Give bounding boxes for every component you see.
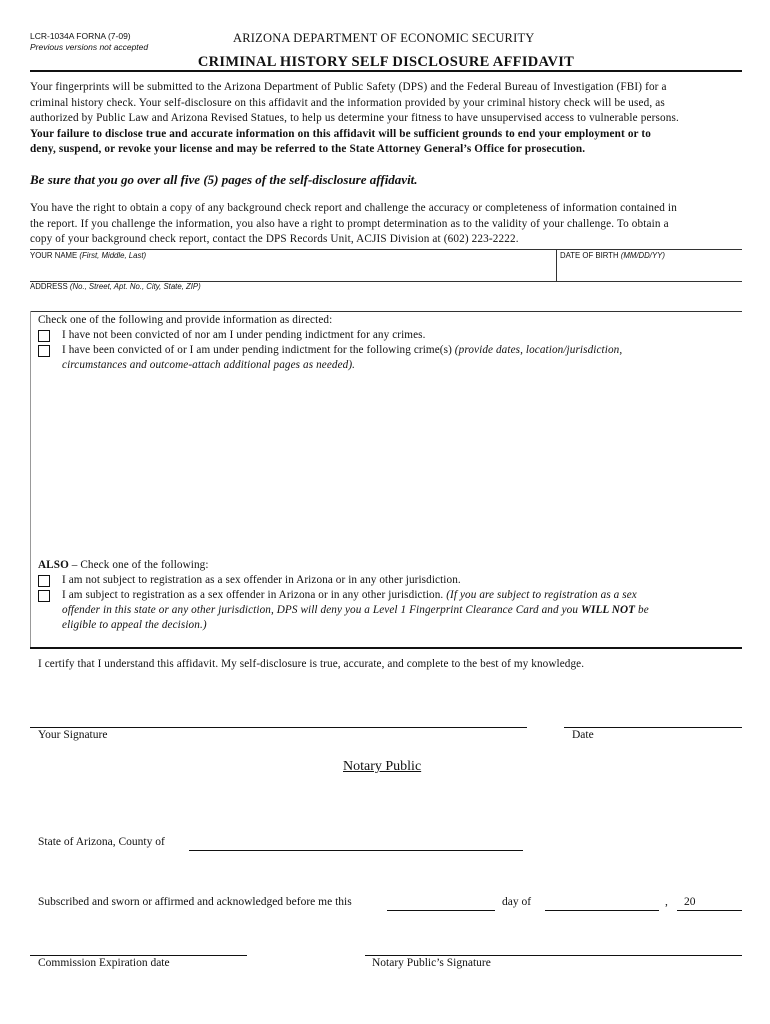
- field-top-rule: [30, 249, 742, 250]
- rights-line: copy of your background check report, contact the DPS Records Unit, ACJIS Division at (602) 223-2222.: [30, 233, 519, 245]
- registered-note-cont: [62, 603, 649, 618]
- certification-statement: I certify that I understand this affidavit. My self-disclosure is true, accurate, and complete to the best of my knowledge.: [38, 658, 585, 670]
- also-label: ALSO: [38, 559, 69, 571]
- intro-line: Your fingerprints will be submitted to the Arizona Department of Public Safety (DPS) and the Federal Bureau of Investigation (FBI) for a: [30, 81, 667, 93]
- dob-input[interactable]: [560, 262, 740, 280]
- rights-line: You have the right to obtain a copy of any background check report and challenge the accuracy or completeness of information contained in: [30, 202, 677, 214]
- notary-heading: Notary Public: [343, 759, 422, 774]
- rights-line: the report. If you challenge the information, you also have a right to prompt determination as to the validity of your challenge. To obtain a: [30, 217, 669, 230]
- address-field-label: [30, 282, 201, 291]
- not-registered-label: I am not subject to registration as a sex offender in Arizona or in any other jurisdiction.: [62, 574, 461, 586]
- address-input[interactable]: [30, 293, 742, 311]
- commission-label: Commission Expiration date: [38, 957, 170, 969]
- registered-note-text: offender in this state or any other jurisdiction, DPS will deny you a Level 1 Fingerprint Clearance Card and you: [62, 604, 579, 616]
- registered-note-emphasis: WILL NOT: [580, 604, 636, 616]
- registered-note-last: eligible to appeal the decision.): [62, 619, 207, 631]
- registered-checkbox[interactable]: [38, 590, 50, 602]
- notary-signature-line[interactable]: [365, 955, 742, 956]
- has-conviction-note: (provide dates, location/jurisdiction,: [454, 344, 623, 356]
- has-conviction-label: [62, 343, 622, 358]
- registered-text: I am subject to registration as a sex offender in Arizona or in any other jurisdiction.: [62, 589, 444, 601]
- intro-line: authorized by Public Law and Arizona Revised Statues, to help us determine your fitness to have unsupervised access to vulnerable persons.: [30, 112, 679, 124]
- day-of-label: day of: [502, 896, 532, 908]
- name-hint: (First, Middle, Last): [79, 251, 147, 260]
- registered-note: (If you are subject to registration as a sex: [446, 589, 637, 601]
- form-title: CRIMINAL HISTORY SELF DISCLOSURE AFFIDAVIT: [197, 54, 575, 70]
- intro-paragraph: [30, 80, 742, 158]
- no-conviction-checkbox[interactable]: [38, 330, 50, 342]
- also-prompt: [38, 558, 209, 573]
- year-prefix: 20: [684, 896, 696, 908]
- sworn-day-line[interactable]: [387, 910, 495, 911]
- section-bottom-rule: [30, 647, 742, 649]
- field-bottom-rule: [30, 311, 742, 312]
- dob-label-text: DATE OF BIRTH: [560, 251, 619, 260]
- address-hint: (No., Street, Apt. No., City, State, ZIP): [69, 282, 201, 291]
- field-divider: [556, 249, 557, 281]
- version-note: Previous versions not accepted: [30, 42, 149, 52]
- has-conviction-checkbox[interactable]: [38, 345, 50, 357]
- county-label: State of Arizona, County of: [38, 836, 165, 848]
- agency-name: ARIZONA DEPARTMENT OF ECONOMIC SECURITY: [233, 31, 535, 45]
- date-label: Date: [572, 729, 594, 741]
- intro-warning: deny, suspend, or revoke your license and may be referred to the State Attorney General’s Office for prosecution.: [30, 143, 586, 155]
- county-line[interactable]: [189, 850, 523, 851]
- dob-hint: (MM/DD/YY): [620, 251, 665, 260]
- notary-signature-label: Notary Public’s Signature: [372, 957, 491, 969]
- title-rule: [30, 70, 742, 72]
- name-field-label: [30, 251, 146, 260]
- reminder: Be sure that you go over all five (5) pages of the self-disclosure affidavit.: [30, 172, 418, 187]
- registered-note-end: be: [638, 604, 649, 616]
- registered-label: [62, 588, 637, 603]
- conviction-prompt: Check one of the following and provide information as directed:: [38, 314, 333, 326]
- signature-line[interactable]: [30, 727, 527, 728]
- conviction-details-area[interactable]: [62, 376, 738, 552]
- sworn-month-line[interactable]: [545, 910, 659, 911]
- also-prompt-text: – Check one of the following:: [68, 559, 209, 571]
- has-conviction-text: I have been convicted of or I am under pending indictment for the following crime(s): [62, 344, 452, 356]
- name-label-text: YOUR NAME: [30, 251, 78, 260]
- has-conviction-note-cont: circumstances and outcome-attach additional pages as needed).: [62, 359, 356, 371]
- name-input[interactable]: [30, 262, 556, 280]
- section-left-rule: [30, 311, 31, 648]
- sworn-year-line[interactable]: [677, 910, 742, 911]
- form-number: LCR-1034A FORNA (7-09): [30, 31, 131, 41]
- sworn-label: Subscribed and sworn or affirmed and acknowledged before me this: [38, 896, 352, 908]
- not-registered-checkbox[interactable]: [38, 575, 50, 587]
- intro-line: criminal history check. Your self-disclosure on this affidavit and the information provided by your criminal history check will be used, as: [30, 96, 665, 109]
- your-signature-label: Your Signature: [38, 729, 108, 741]
- form-id-block: [30, 31, 148, 53]
- intro-warning: Your failure to disclose true and accurate information on this affidavit will be sufficient grounds to end your employment or to: [30, 127, 652, 140]
- dob-field-label: [560, 251, 665, 260]
- date-line[interactable]: [564, 727, 742, 728]
- comma-separator: ,: [665, 896, 668, 908]
- no-conviction-label: I have not been convicted of nor am I under pending indictment for any crimes.: [62, 329, 426, 341]
- address-label-text: ADDRESS: [30, 282, 68, 291]
- commission-line[interactable]: [30, 955, 247, 956]
- rights-paragraph: [30, 201, 742, 248]
